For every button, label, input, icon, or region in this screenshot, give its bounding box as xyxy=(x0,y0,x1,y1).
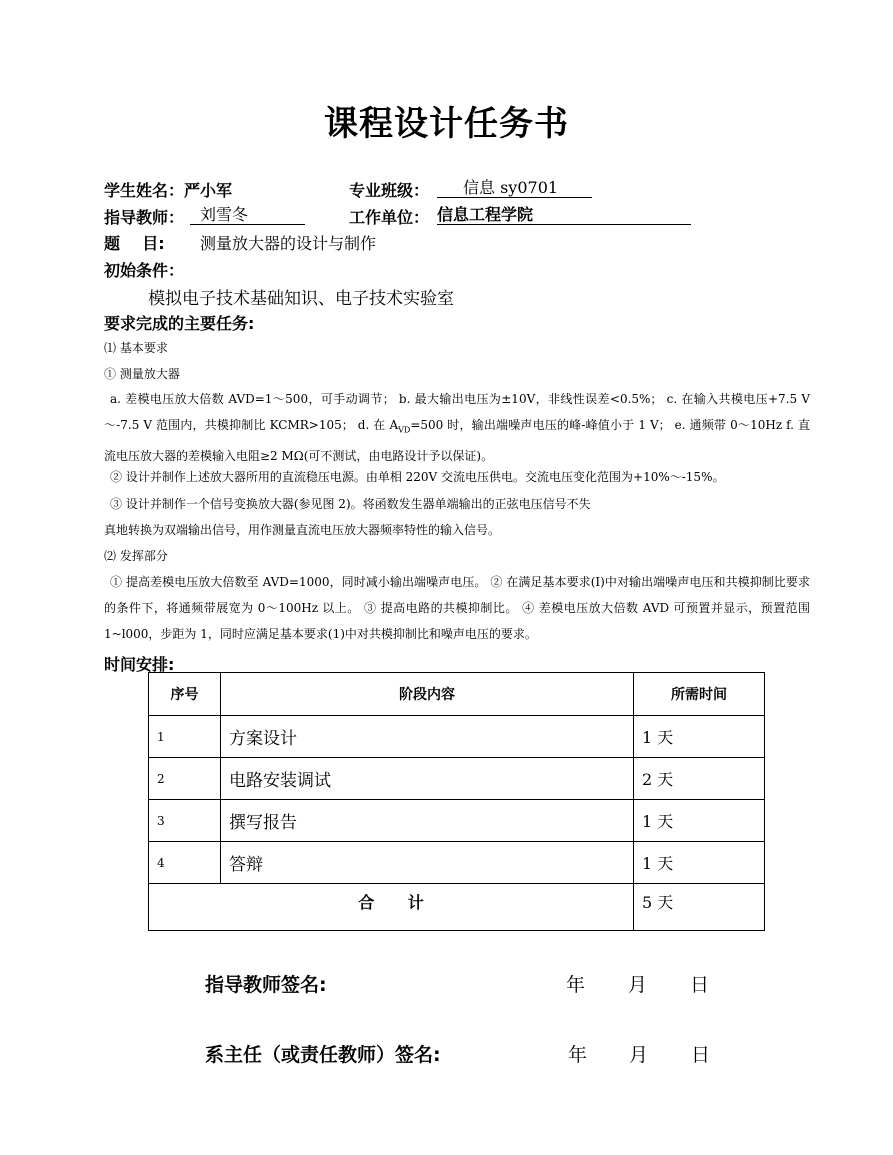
student-name-value: 严小军 xyxy=(184,181,233,200)
item1-text-part1: a. 差模电压放大倍数 AVD=1～500，可手动调节； b. 最大输出电压为±10V，非线性误差<0.5%； c. 在输入共模电压+7.5 V～-7.5 V 范围内，共模抑制比 KCMR>105； d. 在 A xyxy=(104,392,810,432)
director-sign-day: 日 xyxy=(691,1044,711,1066)
advisor-sign-month: 月 xyxy=(628,974,648,996)
header-number: 序号 xyxy=(149,673,221,716)
table-row xyxy=(149,800,765,842)
schedule-label: 时间安排: xyxy=(104,655,175,674)
row-time: 1 天 xyxy=(634,842,765,884)
major-class-label: 专业班级： xyxy=(349,181,430,200)
topic-value: 测量放大器的设计与制作 xyxy=(200,234,377,253)
row-number: 1 xyxy=(149,716,221,758)
major-class-text: 信息 sy0701 xyxy=(437,179,592,198)
advisor-label: 指导教师： xyxy=(104,208,185,227)
header-stage: 阶段内容 xyxy=(221,673,634,716)
advisor-sign-year: 年 xyxy=(566,974,586,996)
extra-part-heading: ⑵ 发挥部分 xyxy=(104,549,168,563)
item3-line2: 真地转换为双端输出信号，用作测量直流电压放大器频率特性的输入信号。 xyxy=(104,523,501,537)
initial-conditions-content: 模拟电子技术基础知识、电子技术实验室 xyxy=(148,289,454,309)
total-value: 5 天 xyxy=(634,884,765,931)
advisor-value xyxy=(190,205,305,225)
major-class-value xyxy=(437,178,592,198)
table-row xyxy=(149,758,765,800)
total-label: 合 计 xyxy=(149,884,634,931)
row-time: 2 天 xyxy=(634,758,765,800)
item1-text-part2: =500 时，输出端噪声电压的峰-峰值小于 1 V； e. 通频带 0～10Hz f. 直流电压放大器的差模输入电阻≥2 MΩ(可不测试，由电路设计予以保证)。 xyxy=(104,418,810,464)
basic-requirements-heading: ⑴ 基本要求 xyxy=(104,341,168,355)
page-title: 课程设计任务书 xyxy=(324,104,569,144)
advisor-sign-day: 日 xyxy=(690,974,710,996)
item2-text: ② 设计并制作上述放大器所用的直流稳压电源。由单相 220V 交流电压供电。交流电压变化范围为+10%～-15%。 xyxy=(110,470,725,484)
row-time: 1 天 xyxy=(634,800,765,842)
row-stage: 答辩 xyxy=(221,842,634,884)
row-stage: 撰写报告 xyxy=(221,800,634,842)
advisor-signature-label: 指导教师签名: xyxy=(205,974,327,996)
row-number: 3 xyxy=(149,800,221,842)
director-signature-label: 系主任（或责任教师）签名: xyxy=(205,1044,441,1066)
director-sign-year: 年 xyxy=(568,1044,588,1066)
student-name-label: 学生姓名： xyxy=(104,181,185,200)
item1-subscript: VD xyxy=(398,425,411,435)
work-unit-label: 工作单位： xyxy=(349,208,430,227)
work-unit-value xyxy=(437,205,691,225)
row-number: 4 xyxy=(149,842,221,884)
advisor-name-text: 刘雪冬 xyxy=(190,206,305,225)
schedule-total-row xyxy=(149,884,765,931)
director-sign-month: 月 xyxy=(629,1044,649,1066)
item1-heading: ① 测量放大器 xyxy=(104,367,180,381)
row-time: 1 天 xyxy=(634,716,765,758)
item3-line1: ③ 设计并制作一个信号变换放大器(参见图 2)。将函数发生器单端输出的正弦电压信号不失 xyxy=(110,497,591,511)
schedule-header-row xyxy=(149,673,765,716)
row-stage: 电路安装调试 xyxy=(221,758,634,800)
initial-conditions-label: 初始条件： xyxy=(104,261,185,280)
table-row xyxy=(149,842,765,884)
topic-label: 题 目: xyxy=(104,234,165,253)
extra-part-text: ① 提高差模电压放大倍数至 AVD=1000，同时减小输出端噪声电压。 ② 在满足基本要求(I)中对输出端噪声电压和共模抑制比要求的条件下，将通频带展宽为 0～100Hz 以上。 ③ 提高电路的共模抑制比。 ④ 差模电压放大倍数 AVD 可预置并显示，预置范围 1~l000，步距为 1，同时应满足基本要求(1)中对共模抑制比和噪声电压的要求。 xyxy=(104,575,810,641)
row-stage: 方案设计 xyxy=(221,716,634,758)
schedule-table xyxy=(148,672,765,931)
main-tasks-label: 要求完成的主要任务: xyxy=(104,314,255,333)
table-row xyxy=(149,716,765,758)
work-unit-text: 信息工程学院 xyxy=(437,206,691,225)
row-number: 2 xyxy=(149,758,221,800)
header-time: 所需时间 xyxy=(634,673,765,716)
item1-requirements xyxy=(104,386,810,469)
